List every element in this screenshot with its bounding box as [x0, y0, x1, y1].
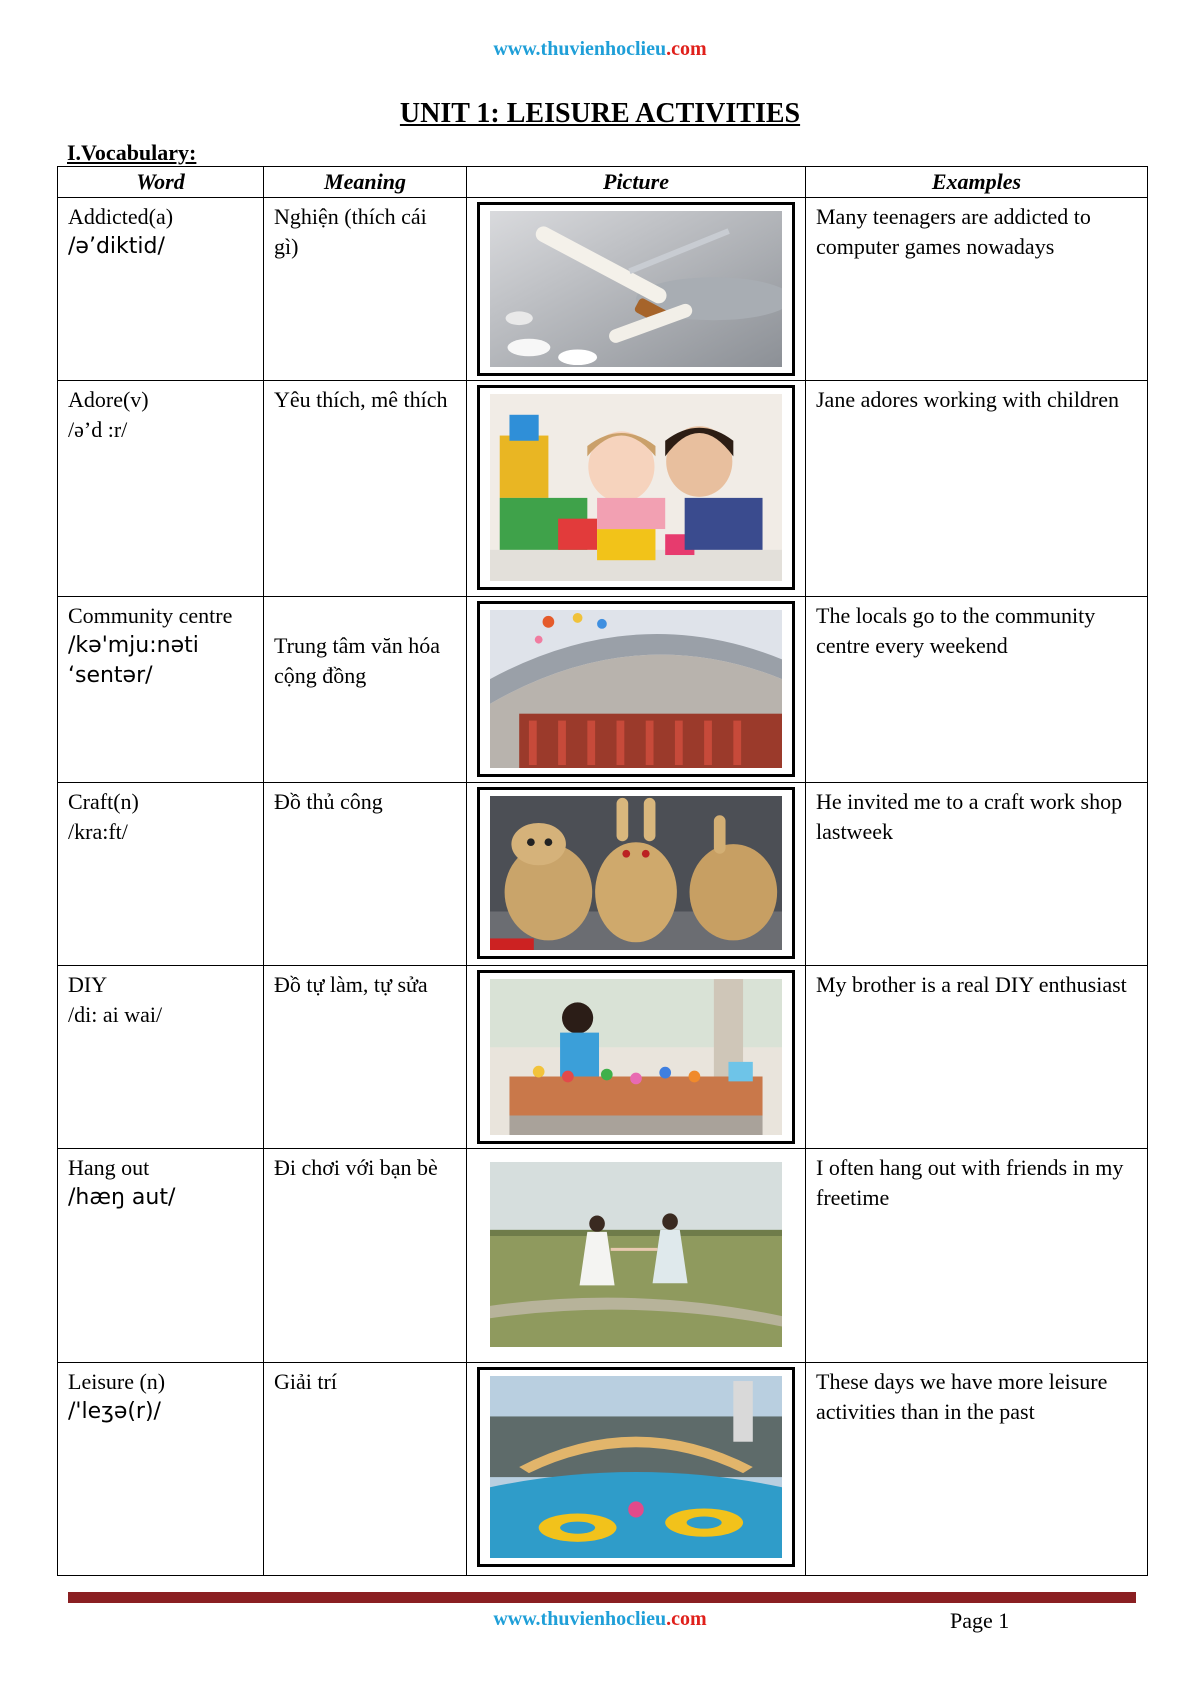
diy-classroom-photo: [477, 970, 795, 1144]
picture-cell: [467, 198, 806, 381]
picture-cell: [467, 966, 806, 1149]
word: Adore(v): [68, 387, 149, 412]
example-cell: These days we have more leisure activities than in the past: [806, 1363, 1148, 1576]
picture-cell: [467, 1149, 806, 1363]
word: Craft(n): [68, 789, 139, 814]
example-cell: I often hang out with friends in my freetime: [806, 1149, 1148, 1363]
table-row: [58, 1363, 1148, 1576]
meaning-cell: Yêu thích, mê thích: [264, 381, 467, 597]
word-cell: [58, 966, 264, 1149]
word-cell: [58, 198, 264, 381]
table-row: [58, 597, 1148, 783]
word: Addicted(a): [68, 204, 174, 229]
community-centre-building-photo: [477, 601, 795, 777]
example-cell: Many teenagers are addicted to computer games nowadays: [806, 198, 1148, 381]
page-number: Page 1: [950, 1608, 1010, 1633]
table-row: [58, 381, 1148, 597]
pronunciation: /ə’d :r/: [68, 417, 128, 442]
word-cell: [58, 1363, 264, 1576]
table-row: [58, 783, 1148, 966]
cigarettes-pills-syringe-photo: [477, 202, 795, 376]
pronunciation: /'leʒə(r)/: [68, 1399, 161, 1424]
pronunciation: /kə'mju:nəti ‘sentər/: [68, 633, 199, 688]
word-cell: [58, 597, 264, 783]
children-playing-blocks-photo: [477, 385, 795, 590]
picture-cell: [467, 381, 806, 597]
word: Hang out: [68, 1155, 150, 1180]
meaning-cell: Đồ tự làm, tự sửa: [264, 966, 467, 1149]
section-heading: I.Vocabulary:: [67, 140, 197, 165]
site-domain: .com: [666, 38, 707, 60]
friends-in-field-photo: [477, 1153, 795, 1356]
footer-divider: [68, 1592, 1136, 1603]
meaning-cell: Đồ thủ công: [264, 783, 467, 966]
site-name: www.thuvienhoclieu: [493, 1608, 667, 1630]
pronunciation: /ə’diktid/: [68, 234, 165, 259]
example-cell: Jane adores working with children: [806, 381, 1148, 597]
word-cell: [58, 1149, 264, 1363]
column-header-meaning: Meaning: [264, 167, 467, 198]
site-domain: .com: [666, 1608, 707, 1630]
word-cell: [58, 783, 264, 966]
word: Leisure (n): [68, 1369, 166, 1394]
picture-cell: [467, 783, 806, 966]
pronunciation: /kra:ft/: [68, 819, 128, 844]
picture-cell: [467, 1363, 806, 1576]
meaning-cell: Nghiện (thích cái gì): [264, 198, 467, 381]
meaning-cell: Trung tâm văn hóa cộng đồng: [264, 597, 467, 783]
header-site-link[interactable]: [0, 38, 1200, 61]
vocabulary-table: [57, 166, 1148, 1576]
picture-cell: [467, 597, 806, 783]
word: Community centre: [68, 603, 233, 628]
column-header-picture: Picture: [467, 167, 806, 198]
table-header-row: [58, 167, 1148, 198]
table-row: [58, 198, 1148, 381]
pronunciation: /di: ai wai/: [68, 1002, 163, 1027]
footer-site-link[interactable]: [0, 1608, 1200, 1631]
example-cell: He invited me to a craft work shop lastweek: [806, 783, 1148, 966]
table-row: [58, 966, 1148, 1149]
column-header-word: Word: [58, 167, 264, 198]
site-name: www.thuvienhoclieu: [493, 38, 667, 60]
word-cell: [58, 381, 264, 597]
column-header-examples: Examples: [806, 167, 1148, 198]
meaning-cell: Giải trí: [264, 1363, 467, 1576]
meaning-cell: Đi chơi với bạn bè: [264, 1149, 467, 1363]
example-cell: My brother is a real DIY enthusiast: [806, 966, 1148, 1149]
wicker-crafts-photo: [477, 787, 795, 959]
table-row: [58, 1149, 1148, 1363]
water-park-photo: [477, 1367, 795, 1567]
word: DIY: [68, 972, 108, 997]
pronunciation: /hæŋ aut/: [68, 1185, 176, 1210]
example-cell: The locals go to the community centre every weekend: [806, 597, 1148, 783]
page-title: UNIT 1: LEISURE ACTIVITIES: [399, 98, 801, 129]
